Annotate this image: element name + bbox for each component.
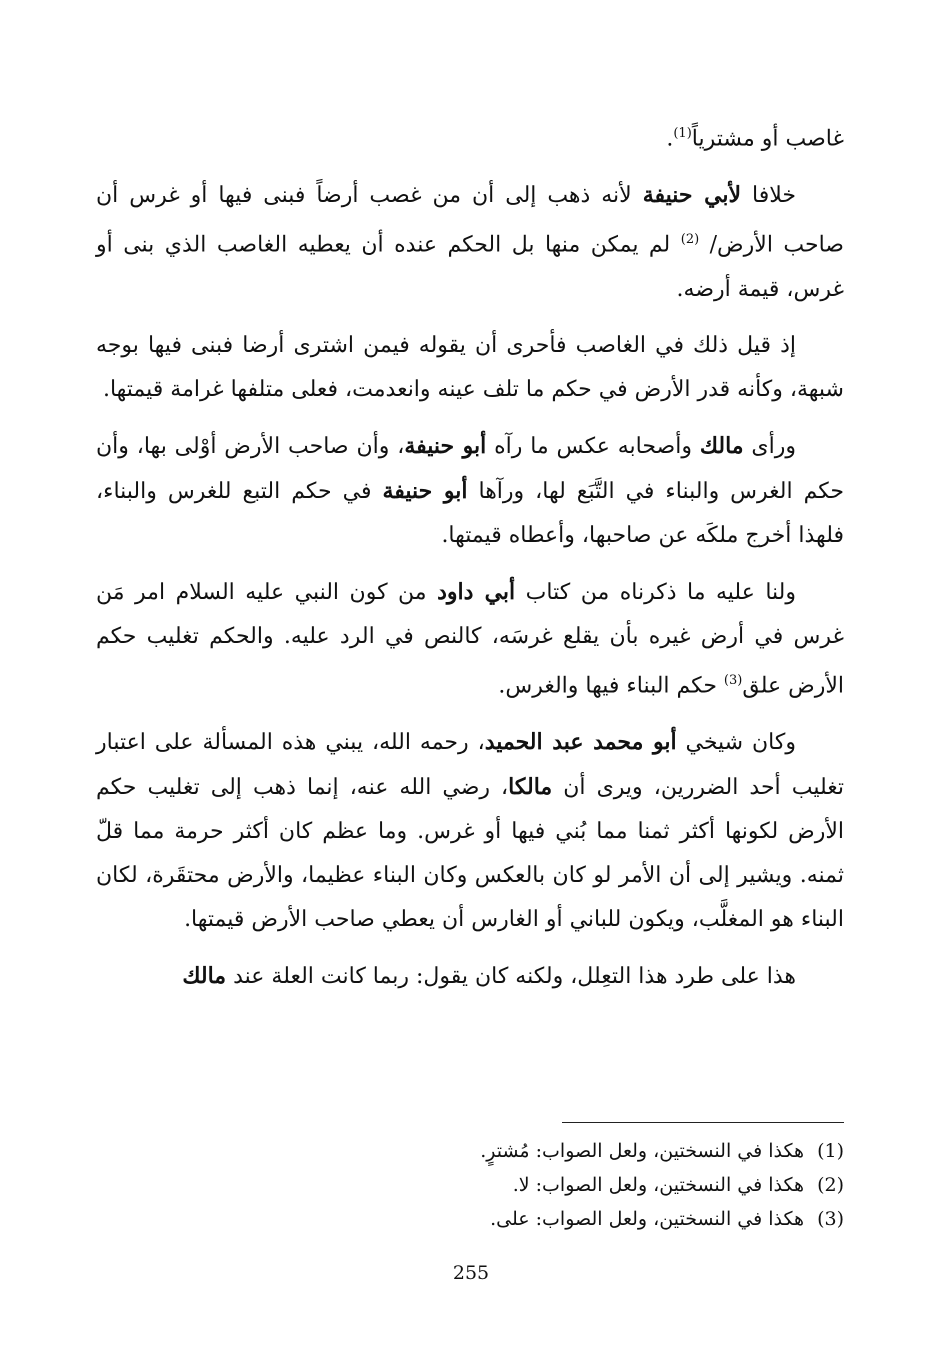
text-run: ، رضي الله عنه، إنما ذهب إلى تغليب حكم الأرض لكونها أكثر ثمنا مما بُني فيها أو غرس. وما عظم كان أكثر حرمة مما قلّ ثمنه. ويشير إلى أن الأمر لو كان بالعكس وكان البناء عظيما، والأرض محتقَرة، لكان البناء هو المغلَّب، ويكون للباني أو الغارس أن يعطي صاحب الأرض قيمتها. (96, 774, 844, 932)
proper-name: مالكا (508, 773, 553, 800)
paragraph (96, 173, 844, 311)
text-run: هذا على طرد هذا التعِلل، ولكنه كان يقول: ربما كانت العلة عند (226, 963, 796, 989)
text-run: لأنه ذهب إلى أن من غصب أرضاً فبنى فيها أو غرس أن صاحب الأرض/ (96, 183, 844, 258)
text-run: خلافا (741, 183, 796, 209)
text-run: ورأى (743, 433, 797, 459)
proper-name: لأبي حنيفة (642, 182, 742, 209)
text-run: حكم البناء فيها والغرس. (498, 672, 724, 698)
paragraph (96, 112, 844, 161)
footnote (96, 1168, 844, 1202)
paragraph (96, 720, 844, 942)
proper-name: أبو حنيفة (382, 477, 468, 504)
footnote-ref: (2) (680, 232, 700, 248)
text-run: وكان شيخي (676, 729, 796, 755)
paragraph (96, 954, 844, 999)
footnote-ref: (3) (723, 672, 743, 688)
footnote-number: (3) (817, 1208, 844, 1230)
footnote-text: هكذا في النسختين، ولعل الصواب: لا. (512, 1174, 804, 1196)
proper-name: أبي داود (437, 578, 516, 605)
proper-name: أبو حنيفة (404, 432, 487, 459)
text-run: في حكم التبع للغرس والبناء، فلهذا أخرج ملكَه عن صاحبها، وأعطاه قيمتها. (96, 478, 844, 548)
footnotes (96, 1134, 844, 1236)
footnote-separator (562, 1122, 844, 1123)
text-run: إذ قيل ذلك في الغاصب فأحرى أن يقوله فيمن اشترى أرضا فبنى فيها بوجه شبهة، وكأنه قدر الأرض في حكم ما تلف عينه وانعدمت، فعلى متلفها غرامة قيمتها. (96, 332, 844, 402)
footnote-number: (1) (817, 1140, 844, 1162)
paragraph (96, 324, 844, 412)
page-body (96, 112, 844, 1011)
footnote (96, 1134, 844, 1168)
footnote-number: (2) (817, 1174, 844, 1196)
paragraph (96, 570, 844, 708)
text-run: من كون النبي عليه السلام امر مَن غرس في أرض غيره بأن يقلع غرسَه، كالنص في الرد عليه. والحكم تغليب حكم الأرض علق (96, 579, 844, 698)
paragraph (96, 424, 844, 558)
text-run: ولنا عليه ما ذكرناه من كتاب (515, 579, 797, 605)
text-run: غاصب أو مشترياً (691, 126, 844, 152)
text-run: . (666, 126, 674, 152)
page-number: 255 (452, 1262, 490, 1284)
text-run: ، وأن صاحب الأرض أوْلى بها، وأن حكم الغرس والبناء في التَّبَع لها، ورآها (96, 433, 844, 504)
footnote-text: هكذا في النسختين، ولعل الصواب: على. (490, 1208, 804, 1230)
proper-name: مالك (699, 432, 744, 459)
proper-name: أبو محمد عبد الحميد (484, 728, 677, 755)
text-run: وأصحابه عكس ما رآه (486, 433, 700, 459)
text-run: لم يمكن منها بل الحكم عنده أن يعطيه الغاصب الذي بنى أو غرس، قيمة أرضه. (96, 232, 844, 302)
footnote-text: هكذا في النسختين، ولعل الصواب: مُشترٍ. (480, 1140, 804, 1162)
footnote-ref: (1) (673, 126, 692, 141)
text-run: ، رحمه الله، يبني هذه المسألة على اعتبار تغليب أحد الضررين، ويرى أن (96, 729, 844, 800)
footnote (96, 1202, 844, 1236)
proper-name: مالك (182, 962, 227, 989)
